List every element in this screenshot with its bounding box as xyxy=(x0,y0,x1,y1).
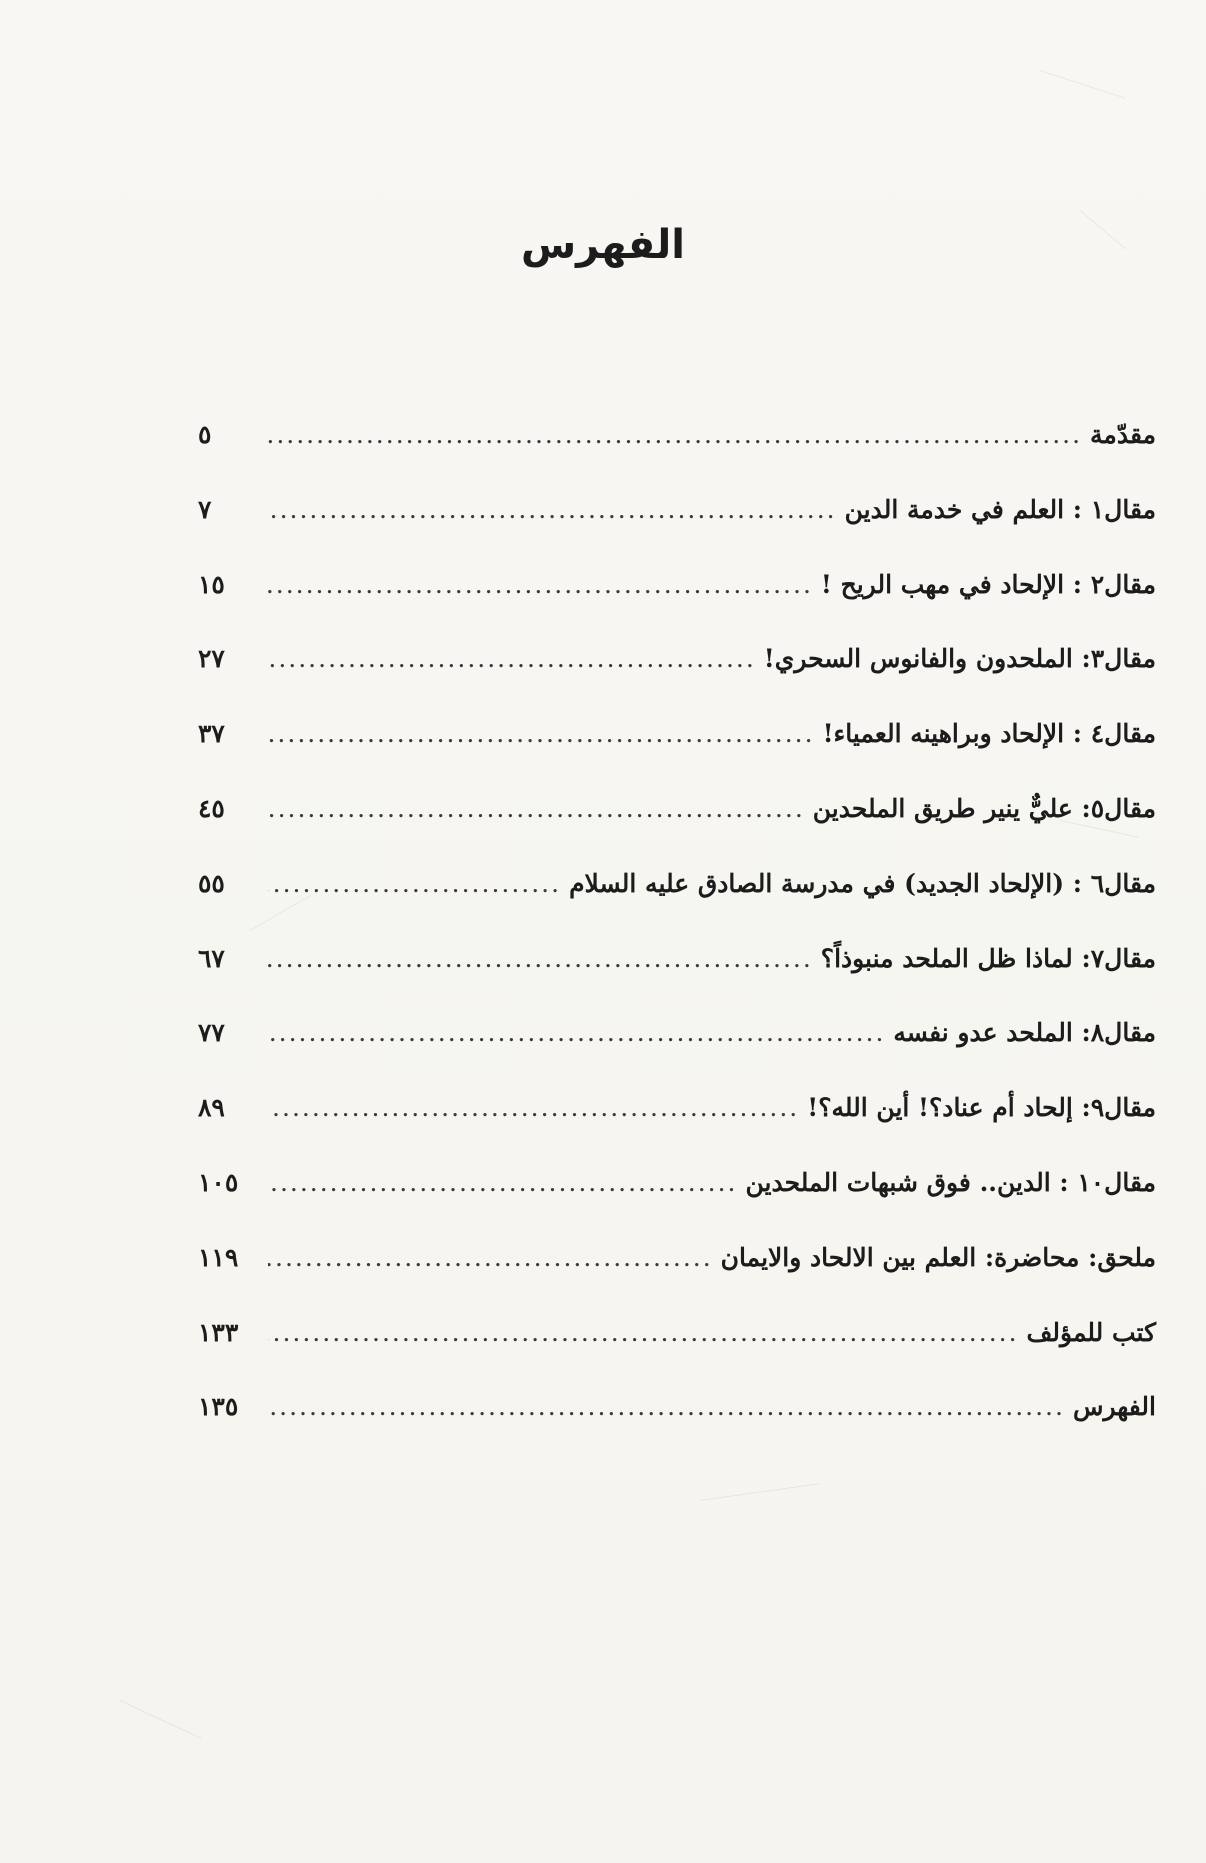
toc-leader-dots xyxy=(268,944,813,973)
toc-entry-label: مقال٤ : الإلحاد وبراهينه العمياء! xyxy=(822,719,1156,749)
toc-entry-page: ١٣٣ xyxy=(198,1317,239,1347)
toc-entry xyxy=(198,944,1156,1019)
toc-entry-label: مقدّمة xyxy=(1090,420,1156,449)
toc-entry-page: ٨٩ xyxy=(198,1093,225,1123)
toc-leader-dots xyxy=(268,719,815,748)
toc-entry xyxy=(198,719,1156,794)
paper-fiber xyxy=(1040,70,1126,99)
toc-entry-label: مقال٩: إلحاد أم عناد؟! أين الله؟! xyxy=(807,1093,1156,1123)
toc-entry-page: ٢٧ xyxy=(198,644,225,674)
toc-entry-page: ٣٧ xyxy=(198,719,225,749)
toc-entry-label: مقال١٠ : الدين.. فوق شبهات الملحدين xyxy=(745,1167,1156,1197)
toc-entry-page: ٦٧ xyxy=(198,943,225,973)
toc-leader-dots xyxy=(268,1168,738,1197)
toc-entry-page: ٧٧ xyxy=(198,1018,225,1048)
toc-leader-dots xyxy=(268,1093,799,1122)
toc-leader-dots xyxy=(268,869,561,898)
toc-leader-dots xyxy=(268,570,813,599)
toc-entry-page: ١٣٥ xyxy=(198,1392,239,1422)
toc-entry-label: مقال٣: الملحدون والفانوس السحري! xyxy=(763,644,1156,674)
toc-leader-dots xyxy=(268,1318,1019,1347)
toc-entry-page: ١١٩ xyxy=(198,1242,239,1272)
toc-entry-label: مقال٥: عليٌّ ينير طريق الملحدين xyxy=(812,793,1156,823)
toc-entry-page: ٤٥ xyxy=(198,793,225,823)
toc-entry xyxy=(198,1392,1156,1467)
toc-entry xyxy=(198,644,1156,719)
toc-leader-dots xyxy=(268,794,805,823)
toc-entry-page: ٧ xyxy=(198,494,212,524)
toc-entry-label: ملحق: محاضرة: العلم بين الالحاد والايمان xyxy=(720,1242,1156,1272)
paper-fiber xyxy=(700,1483,819,1501)
toc-entry-label: مقال٦ : (الإلحاد الجديد) في مدرسة الصادق عليه السلام xyxy=(569,868,1156,898)
page-title: الفهرس xyxy=(520,222,685,268)
toc-entry xyxy=(198,869,1156,944)
paper-fiber xyxy=(120,1700,202,1739)
toc-entry-page: ٥٥ xyxy=(198,868,225,898)
toc-entry xyxy=(198,1318,1156,1393)
toc-entry-label: مقال١ : العلم في خدمة الدين xyxy=(844,494,1156,524)
toc-leader-dots xyxy=(268,1392,1065,1421)
toc-leader-dots xyxy=(268,644,756,673)
toc-entry-label: مقال٧: لماذا ظل الملحد منبوذاً؟ xyxy=(820,943,1156,973)
toc-entry-page: ١٥ xyxy=(198,569,225,599)
toc-entry xyxy=(198,794,1156,869)
toc-leader-dots xyxy=(268,495,837,524)
toc-entry xyxy=(198,570,1156,645)
toc-leader-dots xyxy=(268,1018,885,1047)
toc-entry xyxy=(198,495,1156,570)
toc-leader-dots xyxy=(268,1243,713,1272)
toc-entry-label: مقال٨: الملحد عدو نفسه xyxy=(893,1018,1156,1048)
toc-entry xyxy=(198,1243,1156,1318)
table-of-contents xyxy=(198,420,1156,1467)
toc-entry xyxy=(198,1168,1156,1243)
toc-entry-label: كتب للمؤلف xyxy=(1026,1317,1156,1347)
toc-entry xyxy=(198,1093,1156,1168)
toc-entry-page: ١٠٥ xyxy=(198,1167,239,1197)
toc-entry-page: ٥ xyxy=(198,420,212,449)
toc-entry-label: الفهرس xyxy=(1072,1392,1156,1422)
toc-entry xyxy=(198,420,1156,495)
toc-leader-dots xyxy=(268,420,1082,449)
toc-entry xyxy=(198,1018,1156,1093)
toc-entry-label: مقال٢ : الإلحاد في مهب الريح ! xyxy=(820,569,1156,599)
